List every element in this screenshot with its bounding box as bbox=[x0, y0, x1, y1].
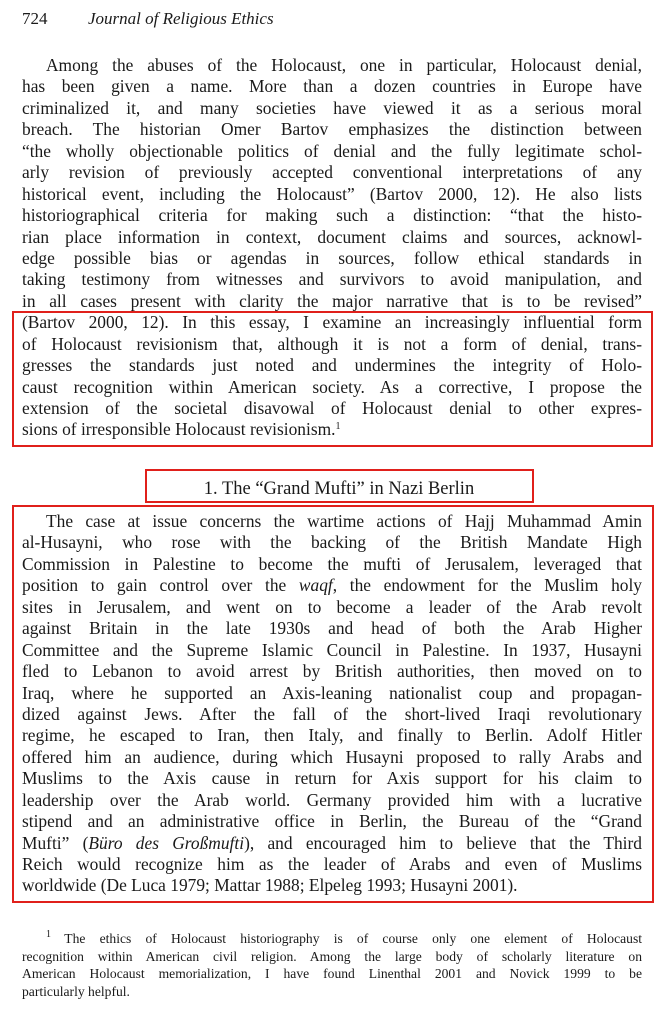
page-number: 724 bbox=[22, 9, 48, 28]
text-line: sites in Jerusalem, and went on to become a leader of the Arab revolt bbox=[22, 596, 642, 617]
text-line: The case at issue concerns the wartime actions of Hajj Muhammad Amin bbox=[46, 511, 642, 531]
text-line: against Britain in the late 1930s and head of both the Arab Higher bbox=[22, 618, 642, 639]
text-line: Among the abuses of the Holocaust, one in particular, Holocaust denial, bbox=[46, 55, 642, 75]
text-line: regime, he escaped to Iran, then Italy, and finally to Berlin. Adolf Hitler bbox=[22, 725, 642, 746]
text-line: has been given a name. More than a dozen countries in Europe have bbox=[22, 76, 642, 97]
text-line: taking testimony from witnesses and survivors to avoid manipulation, and bbox=[22, 269, 642, 290]
text-segment: , the endowment for the Muslim holy bbox=[332, 575, 642, 596]
paragraph-case bbox=[22, 511, 642, 897]
text-line: of Holocaust revisionism that, although it is not a form of denial, trans- bbox=[22, 333, 642, 354]
text-line: Committee and the Supreme Islamic Council in Palestine. In 1937, Husayni bbox=[22, 639, 642, 660]
text-line: particularly helpful. bbox=[22, 983, 130, 999]
footnote-reference[interactable]: 1 bbox=[335, 421, 341, 433]
text-line: extension of the societal disavowal of Holocaust denial to other expres- bbox=[22, 398, 642, 418]
footnote-number: 1 bbox=[46, 929, 65, 940]
highlight-box-thesis bbox=[12, 311, 653, 447]
text-line: historical event, including the Holocaust” (Bartov 2000, 12). He also lists bbox=[22, 183, 642, 204]
text-line: Iraq, where he supported an Axis-leaning nationalist coup and propagan- bbox=[22, 682, 642, 703]
text-line: dized against Jews. After the fall of the short-lived Iraqi revolutionary bbox=[22, 703, 642, 724]
text-line: (Bartov 2000, 12). In this essay, I examine an increasingly influential form bbox=[22, 312, 642, 333]
text-line: “the wholly objectionable politics of denial and the fully legitimate schol- bbox=[22, 140, 642, 161]
text-segment: position to gain control over the bbox=[22, 575, 299, 596]
italic-term: waqf bbox=[298, 575, 333, 596]
text-line: sions of irresponsible Holocaust revisionism.$^1$ bbox=[22, 419, 341, 440]
text-line: historiographical criteria for making such a distinction: “that the histo- bbox=[22, 205, 642, 226]
text-line: in all cases present with clarity the major narrative that is to be revised” bbox=[22, 290, 642, 311]
text-line: criminalized it, and many societies have viewed it as a serious moral bbox=[22, 97, 642, 118]
section-heading: 1. The “Grand Mufti” in Nazi Berlin bbox=[203, 479, 475, 499]
footnote bbox=[22, 930, 642, 1000]
text-line: recognition within American civil religion. Among the large body of scholarly literature on bbox=[22, 948, 642, 964]
text-line: Muslims to the Axis cause in return for Axis support for his claim to bbox=[22, 768, 642, 789]
text-line: al-Husayni, who rose with the backing of the British Mandate High bbox=[22, 532, 642, 553]
text-line: $^1$ The ethics of Holocaust historiography is of course only one element of Holocaust bbox=[46, 929, 643, 946]
text-line: offered him an audience, during which Husayni proposed to rally Arabs and bbox=[22, 746, 642, 767]
text-segment: ), and encouraged him to believe that the Third bbox=[244, 832, 642, 853]
text-line: rian place information in context, document claims and sources, acknowl- bbox=[22, 226, 642, 247]
text-line: leadership over the Arab world. Germany provided him with a lucrative bbox=[22, 789, 642, 810]
text-line bbox=[22, 833, 642, 854]
text-line: arly revision of previously accepted conventional interpretations of any bbox=[22, 162, 642, 183]
text-line: worldwide (De Luca 1979; Mattar 1988; Elpeleg 1993; Husayni 2001). bbox=[22, 875, 518, 896]
text-line: caust recognition within American society. As a corrective, I propose the bbox=[22, 376, 642, 397]
text-line: Reich would recognize him as the leader of Arabs and even of Muslims bbox=[22, 854, 642, 874]
text-line: Commission in Palestine to become the mufti of Jerusalem, leveraged that bbox=[22, 553, 642, 574]
text-line: gresses the standards just noted and undermines the integrity of Holo- bbox=[22, 355, 642, 376]
text-line: edge possible bias or agendas in sources, follow ethical standards in bbox=[22, 247, 642, 268]
text-line: fled to Lebanon to avoid arrest by British authorities, then moved on to bbox=[22, 661, 642, 682]
text-line: American Holocaust memorialization, I have found Linenthal 2001 and Novick 1999 to be bbox=[22, 966, 642, 982]
journal-title: Journal of Religious Ethics bbox=[88, 9, 274, 28]
italic-term: Büro des Großmufti bbox=[88, 832, 245, 853]
text-segment: Mufti” ( bbox=[22, 832, 89, 853]
text-line bbox=[22, 575, 642, 596]
text-line: stipend and an administrative office in Berlin, the Bureau of the “Grand bbox=[22, 811, 642, 832]
text-line: breach. The historian Omer Bartov emphasizes the distinction between bbox=[22, 119, 642, 140]
